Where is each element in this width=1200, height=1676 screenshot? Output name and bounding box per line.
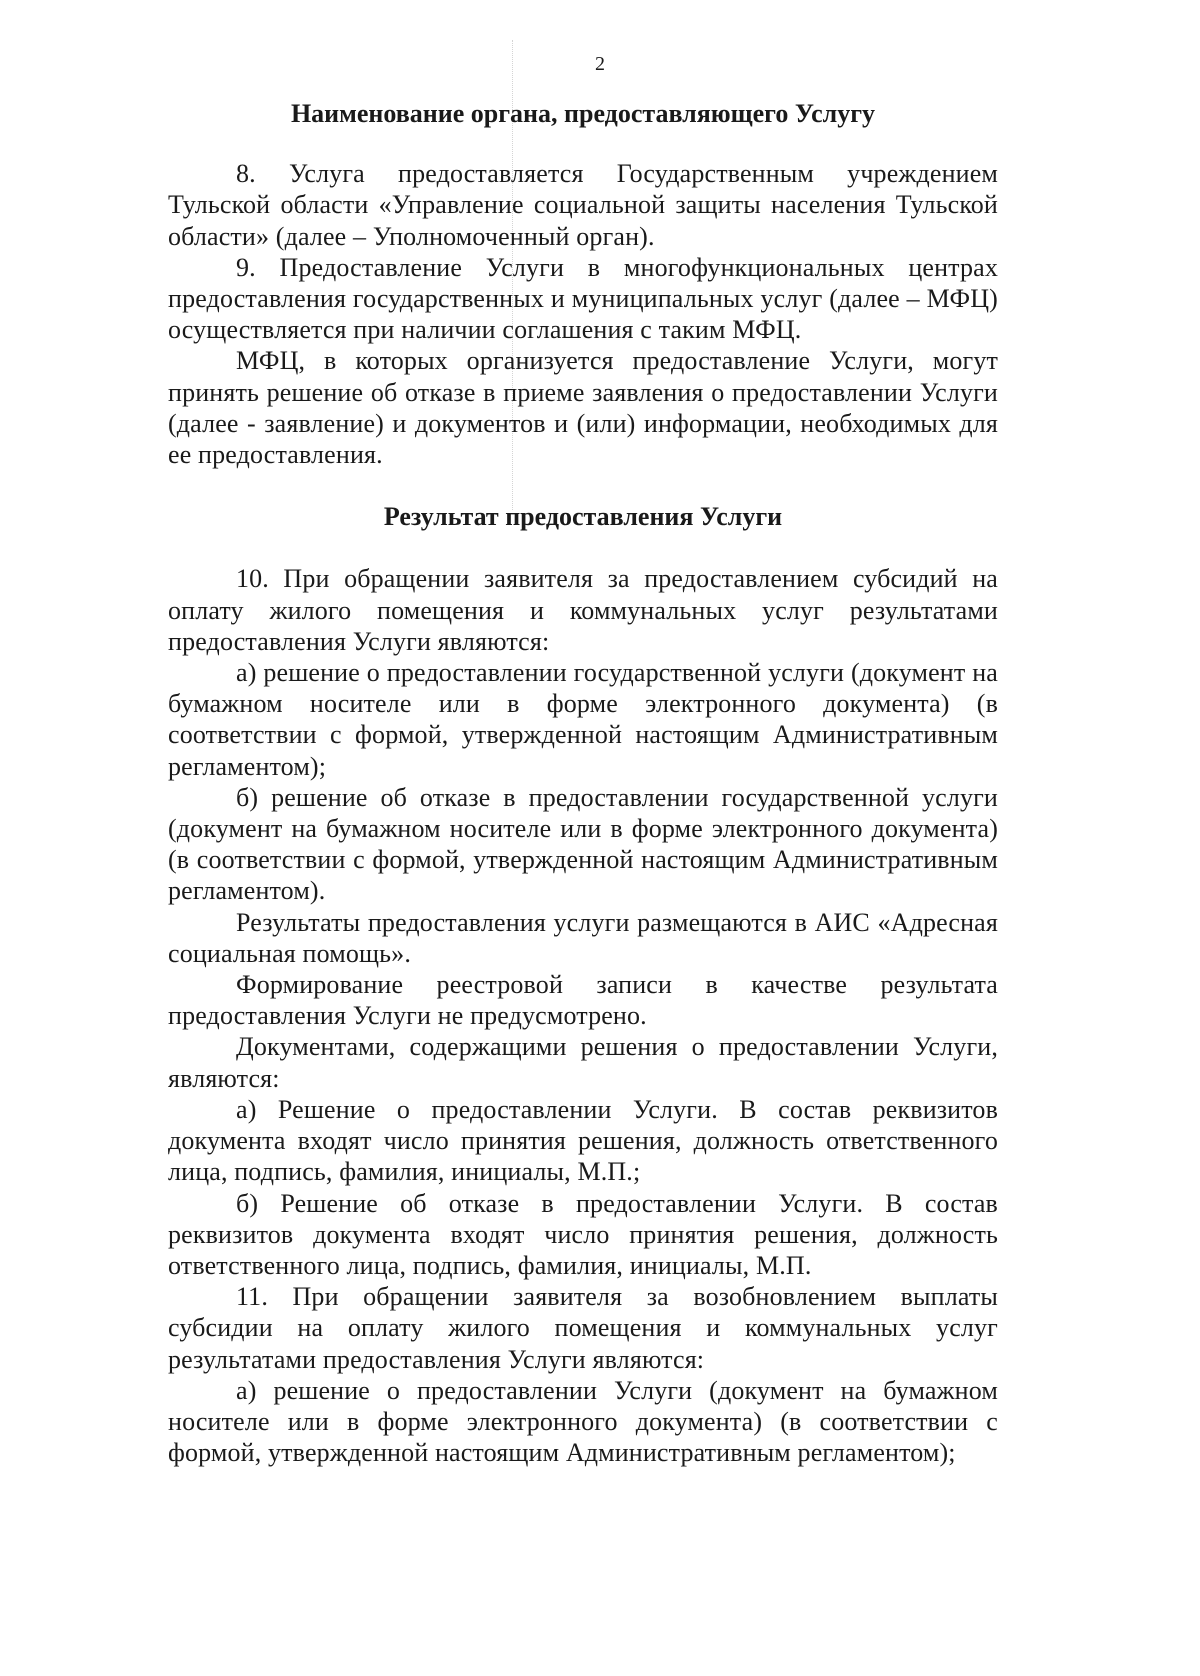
paragraph-10-b: б) решение об отказе в предоставлении государственной услуги (документ на бумажном носителе или в форме электронного документа) (в соответствии с формой, утвержденной настоящим Административным регламентом). xyxy=(168,782,998,906)
paragraph-11-a: а) решение о предоставлении Услуги (документ на бумажном носителе или в форме электронного документа) (в соответствии с формой, утвержденной настоящим Административным регламентом); xyxy=(168,1375,998,1468)
paragraph-mfc-refusal: МФЦ, в которых организуется предоставление Услуги, могут принять решение об отказе в приеме заявления о предоставлении Услуги (далее - заявление) и документов и (или) информации, необходимых для ее предоставления. xyxy=(168,346,998,470)
paragraph-decision-documents: Документами, содержащими решения о предоставлении Услуги, являются: xyxy=(168,1032,998,1093)
paragraph-results-ais: Результаты предоставления услуги размещаются в АИС «Адресная социальная помощь». xyxy=(168,907,998,968)
heading-result: Результат предоставления Услуги xyxy=(383,502,783,532)
paragraph-8: 8. Услуга предоставляется Государственным учреждением Тульской области «Управление социальной защиты населения Тульской области» (далее – Уполномоченный орган). xyxy=(168,159,998,251)
paragraph-decision-a: а) Решение о предоставлении Услуги. В состав реквизитов документа входят число принятия решения, должность ответственного лица, подпись, фамилия, инициалы, М.П.; xyxy=(168,1094,998,1187)
paragraph-10: 10. При обращении заявителя за предоставлением субсидий на оплату жилого помещения и коммунальных услуг результатами предоставления Услуги являются: xyxy=(168,564,998,656)
page-body xyxy=(168,98,998,1468)
page-number: 2 xyxy=(595,53,605,75)
heading-authority: Наименование органа, предоставляющего Услугу xyxy=(290,99,876,128)
paragraph-decision-b: б) Решение об отказе в предоставлении Услуги. В состав реквизитов документа входят число принятия решения, должность ответственного лица, подпись, фамилия, инициалы, М.П. xyxy=(168,1188,998,1280)
paragraph-11: 11. При обращении заявителя за возобновлением выплаты субсидии на оплату жилого помещения и коммунальных услуг результатами предоставления Услуги являются: xyxy=(168,1282,998,1374)
paragraph-9: 9. Предоставление Услуги в многофункциональных центрах предоставления государственных и муниципальных услуг (далее – МФЦ) осуществляется при наличии соглашения с таким МФЦ. xyxy=(168,252,998,345)
paragraph-registry-record: Формирование реестровой записи в качестве результата предоставления Услуги не предусмотрено. xyxy=(168,970,998,1031)
paragraph-10-a: а) решение о предоставлении государственной услуги (документ на бумажном носителе или в форме электронного документа) (в соответствии с формой, утвержденной настоящим Административным регламентом); xyxy=(168,658,998,781)
